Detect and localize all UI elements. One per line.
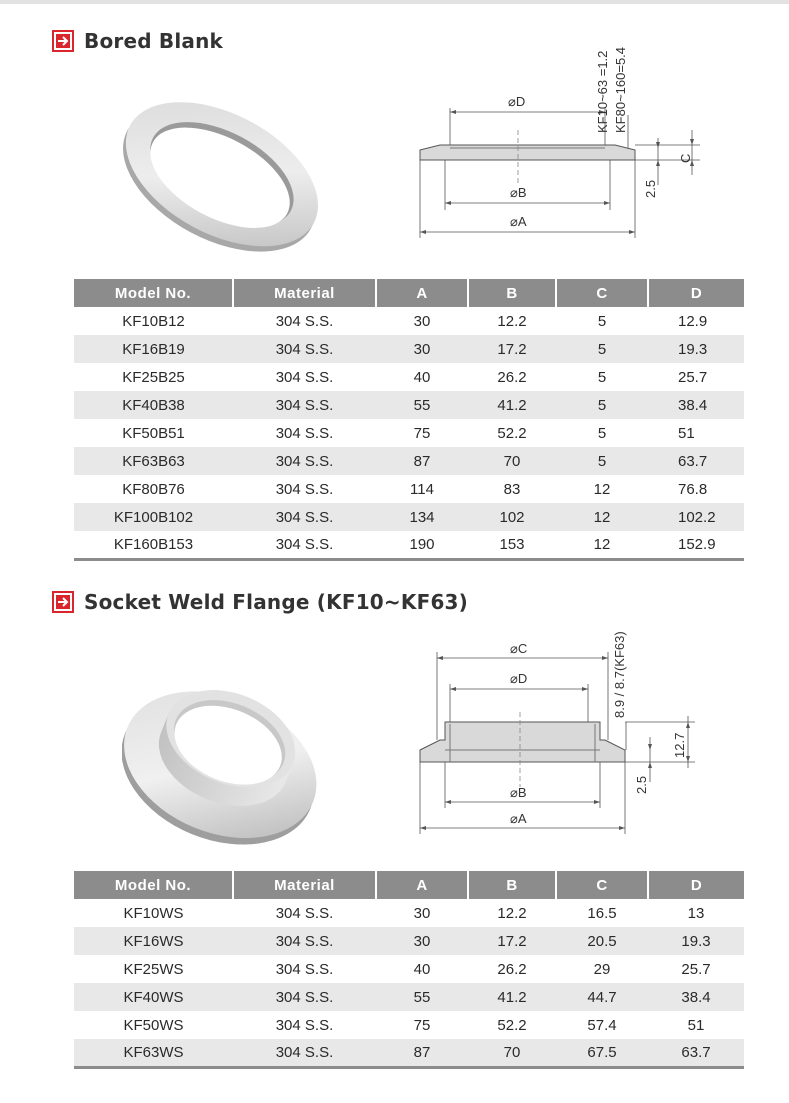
cell: KF50B51 xyxy=(122,424,185,442)
col-material: Material xyxy=(233,279,376,307)
top-bar xyxy=(0,0,789,4)
cell: 75 xyxy=(413,1016,431,1034)
arrow-right-box-icon xyxy=(52,591,74,613)
cell: 12 xyxy=(593,480,611,498)
col-model: Model No. xyxy=(74,279,233,307)
cell: 19.3 xyxy=(648,927,744,955)
dim-thickness-label: 2.5 xyxy=(634,775,649,794)
socket-weld-flange-drawing xyxy=(400,612,710,837)
dim-c-label: C xyxy=(678,153,693,163)
dim-note-kf10-63: KF10~63 =1.2 xyxy=(595,50,610,133)
cell: KF160B153 xyxy=(74,531,233,559)
cell: 304 S.S. xyxy=(233,1039,376,1067)
socket-weld-flange-product-image xyxy=(122,648,332,848)
cell: 304 S.S. xyxy=(233,391,376,419)
cell: 41.2 xyxy=(468,391,556,419)
cell: KF63B63 xyxy=(74,447,233,475)
cell: 38.4 xyxy=(648,391,744,419)
cell: 26.2 xyxy=(497,960,527,978)
col-c: C xyxy=(556,871,648,899)
cell: 304 S.S. xyxy=(275,480,334,498)
cell: 12 xyxy=(556,531,648,559)
section-title-socket-weld-flange xyxy=(52,590,468,614)
cell: 29 xyxy=(593,960,611,978)
table-header-row xyxy=(74,871,744,899)
table-row xyxy=(74,475,744,503)
cell: 304 S.S. xyxy=(275,312,334,330)
dim-od-label: ⌀D xyxy=(510,671,528,686)
bored-blank-drawing xyxy=(400,20,710,245)
cell: KF100B102 xyxy=(74,503,233,531)
table-row xyxy=(74,983,744,1011)
arrow-right-box-icon xyxy=(52,30,74,52)
table-row xyxy=(74,927,744,955)
cell: 304 S.S. xyxy=(275,1016,334,1034)
cell: 52.2 xyxy=(497,424,527,442)
dim-thickness-label: 2.5 xyxy=(643,179,658,198)
col-d: D xyxy=(648,279,744,307)
cell: 12.9 xyxy=(678,312,708,330)
cell: 76.8 xyxy=(678,480,708,498)
cell: 304 S.S. xyxy=(275,368,334,386)
cell: 12 xyxy=(556,503,648,531)
col-a: A xyxy=(376,871,468,899)
cell: 25.7 xyxy=(678,368,708,386)
cell: KF16B19 xyxy=(74,335,233,363)
cell: KF40WS xyxy=(74,983,233,1011)
cell: 38.4 xyxy=(648,983,744,1011)
col-model: Model No. xyxy=(74,871,233,899)
dim-ob-label: ⌀B xyxy=(510,785,527,800)
cell: KF25B25 xyxy=(122,368,185,386)
dim-note-kf80-160: KF80~160=5.4 xyxy=(613,46,628,133)
cell: 63.7 xyxy=(648,447,744,475)
cell: 51 xyxy=(678,424,695,442)
cell: 152.9 xyxy=(648,531,744,559)
table-row xyxy=(74,307,744,335)
cell: KF25WS xyxy=(123,960,184,978)
col-a: A xyxy=(376,279,468,307)
cell: KF16WS xyxy=(74,927,233,955)
cell: 57.4 xyxy=(587,1016,617,1034)
cell: 304 S.S. xyxy=(233,335,376,363)
cell: 102 xyxy=(468,503,556,531)
cell: 134 xyxy=(376,503,468,531)
cell: 63.7 xyxy=(648,1039,744,1067)
cell: 67.5 xyxy=(556,1039,648,1067)
cell: 51 xyxy=(687,1016,705,1034)
cell: 16.5 xyxy=(587,904,617,922)
cell: 55 xyxy=(376,983,468,1011)
cell: 13 xyxy=(687,904,705,922)
table-row xyxy=(74,503,744,531)
cell: 87 xyxy=(376,447,468,475)
cell: 17.2 xyxy=(468,335,556,363)
dim-ob-label: ⌀B xyxy=(510,185,527,200)
cell: 30 xyxy=(376,335,468,363)
table-row xyxy=(74,391,744,419)
cell: 304 S.S. xyxy=(275,904,334,922)
section-title-text: Bored Blank xyxy=(84,29,224,53)
table-row xyxy=(74,419,744,447)
cell: 12.2 xyxy=(497,904,527,922)
cell: 55 xyxy=(376,391,468,419)
table-row xyxy=(74,363,744,391)
cell: 114 xyxy=(410,480,434,498)
cell: 190 xyxy=(376,531,468,559)
cell: 5 xyxy=(597,424,607,442)
cell: KF10B12 xyxy=(122,312,185,330)
cell: 304 S.S. xyxy=(233,531,376,559)
cell: 52.2 xyxy=(497,1016,527,1034)
bored-blank-spec-table xyxy=(74,279,744,561)
cell: 19.3 xyxy=(648,335,744,363)
cell: 5 xyxy=(597,312,607,330)
dim-height-label: 12.7 xyxy=(672,732,687,758)
cell: 5 xyxy=(556,391,648,419)
cell: 87 xyxy=(376,1039,468,1067)
table-row xyxy=(74,1039,744,1067)
col-b: B xyxy=(468,279,556,307)
cell: 70 xyxy=(468,1039,556,1067)
cell: 25.7 xyxy=(681,960,711,978)
cell: 5 xyxy=(556,447,648,475)
cell: 17.2 xyxy=(468,927,556,955)
table-row xyxy=(74,1011,744,1039)
col-d: D xyxy=(648,871,744,899)
cell: 44.7 xyxy=(556,983,648,1011)
cell: KF63WS xyxy=(74,1039,233,1067)
dim-oc-label: ⌀C xyxy=(510,641,528,656)
col-b: B xyxy=(468,871,556,899)
col-c: C xyxy=(556,279,648,307)
table-row xyxy=(74,335,744,363)
socket-weld-flange-spec-table xyxy=(74,871,744,1069)
cell: KF40B38 xyxy=(74,391,233,419)
cell: 5 xyxy=(597,368,607,386)
cell: 304 S.S. xyxy=(275,960,334,978)
cell: 83 xyxy=(503,480,521,498)
cell: 26.2 xyxy=(497,368,527,386)
dim-oa-label: ⌀A xyxy=(510,811,527,826)
cell: 20.5 xyxy=(556,927,648,955)
cell: KF10WS xyxy=(123,904,184,922)
cell: 304 S.S. xyxy=(233,927,376,955)
col-material: Material xyxy=(233,871,376,899)
cell: 30 xyxy=(413,904,431,922)
table-row xyxy=(74,899,744,927)
table-header-row xyxy=(74,279,744,307)
cell: 5 xyxy=(556,335,648,363)
section-title-text: Socket Weld Flange (KF10~KF63) xyxy=(84,590,469,614)
table-row xyxy=(74,531,744,559)
cell: 40 xyxy=(413,368,431,386)
cell: 41.2 xyxy=(468,983,556,1011)
cell: KF80B76 xyxy=(122,480,185,498)
dim-note-flange-thickness: 8.9 / 8.7(KF63) xyxy=(612,631,627,718)
cell: KF50WS xyxy=(123,1016,184,1034)
cell: 40 xyxy=(413,960,431,978)
dim-oa-label: ⌀A xyxy=(510,214,527,229)
cell: 102.2 xyxy=(648,503,744,531)
bored-blank-product-image xyxy=(118,88,324,264)
cell: 304 S.S. xyxy=(233,983,376,1011)
table-row xyxy=(74,447,744,475)
cell: 304 S.S. xyxy=(233,503,376,531)
cell: 304 S.S. xyxy=(233,447,376,475)
cell: 75 xyxy=(413,424,431,442)
table-row xyxy=(74,955,744,983)
cell: 30 xyxy=(376,927,468,955)
cell: 12.2 xyxy=(497,312,527,330)
cell: 30 xyxy=(413,312,431,330)
cell: 70 xyxy=(468,447,556,475)
dim-od-label: ⌀D xyxy=(508,94,526,109)
cell: 304 S.S. xyxy=(275,424,334,442)
section-title-bored-blank xyxy=(52,29,223,53)
cell: 153 xyxy=(468,531,556,559)
